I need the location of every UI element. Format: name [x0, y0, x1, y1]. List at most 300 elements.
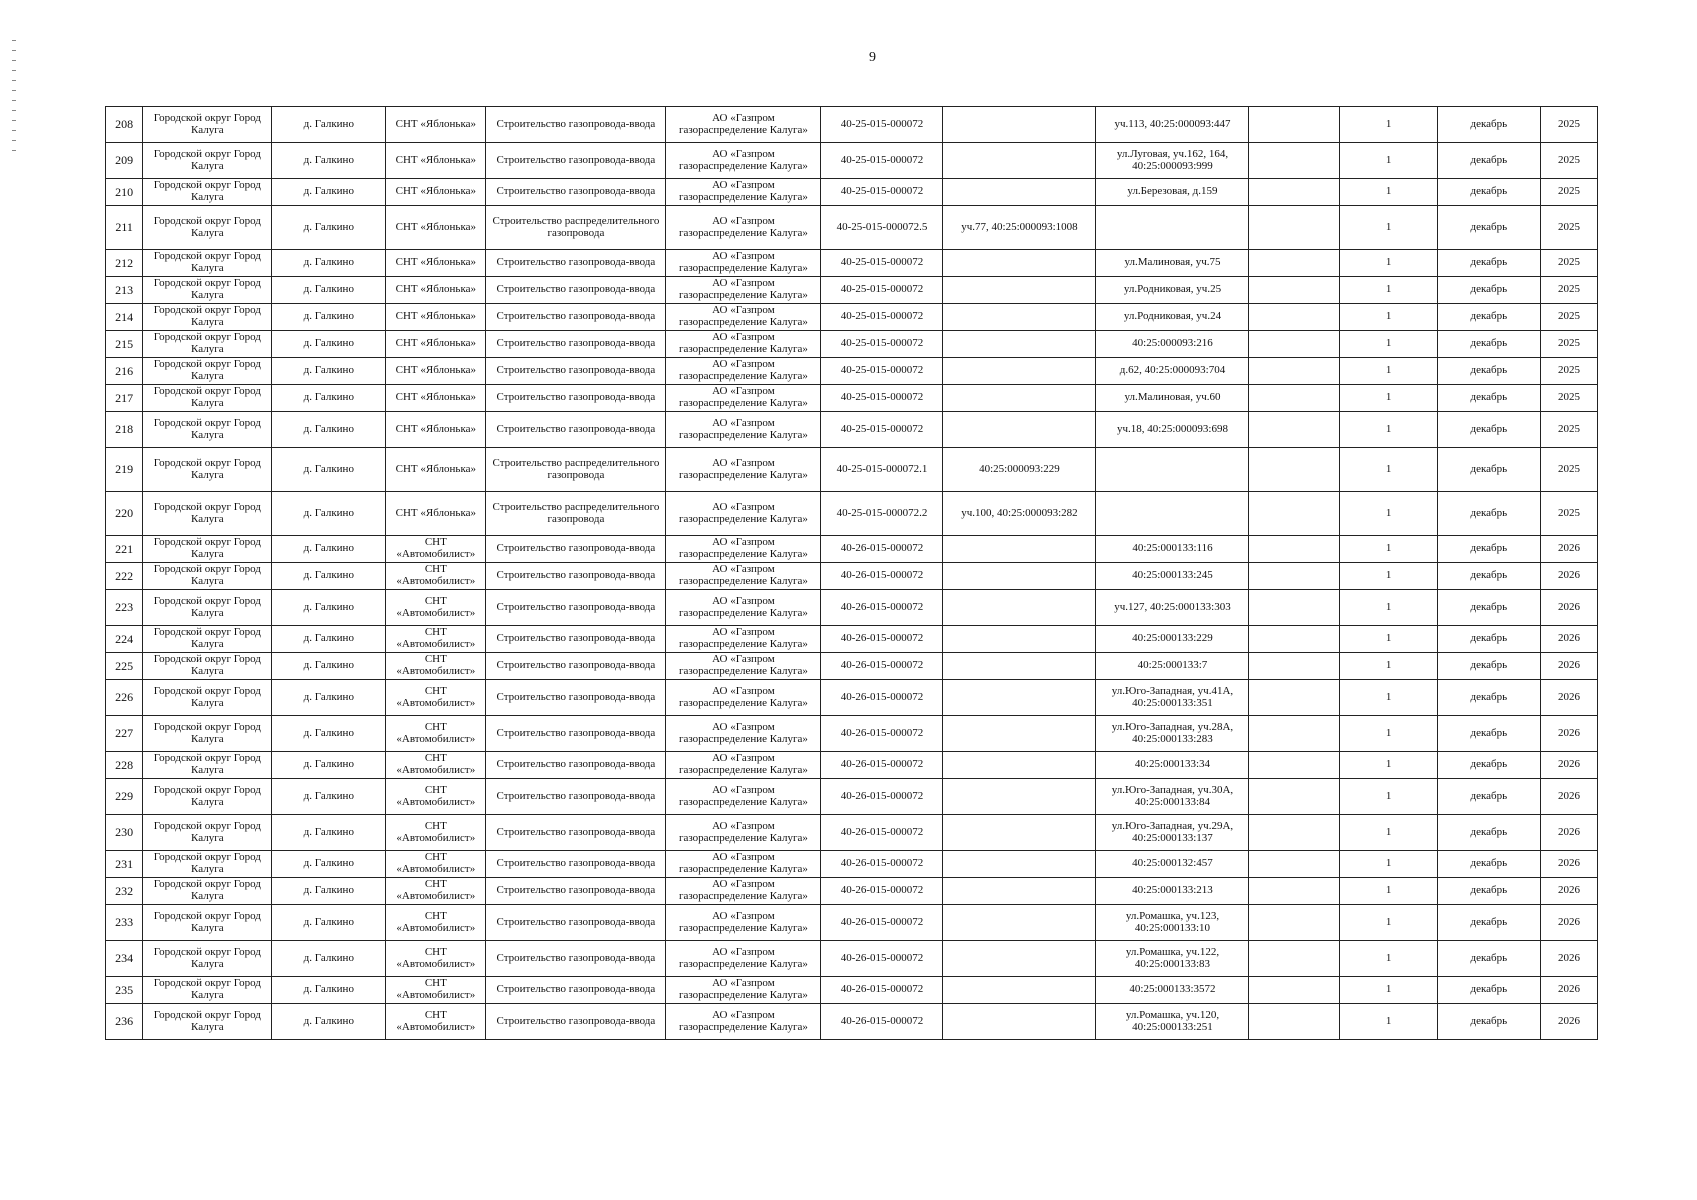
- month-cell: декабрь: [1437, 143, 1540, 179]
- locality-cell: д. Галкино: [272, 492, 386, 536]
- district-cell: Городской округ Город Калуга: [143, 412, 272, 448]
- object-code-cell: 40-26-015-000072: [821, 941, 943, 977]
- quantity-cell-b: 1: [1340, 107, 1437, 143]
- table-row: [106, 752, 1598, 779]
- quantity-cell-b: 1: [1340, 626, 1437, 653]
- object-code-cell: 40-25-015-000072.5: [821, 206, 943, 250]
- quantity-cell-b: 1: [1340, 206, 1437, 250]
- district-cell: Городской округ Город Калуга: [143, 716, 272, 752]
- locality-cell: д. Галкино: [272, 536, 386, 563]
- row-number: 235: [106, 977, 143, 1004]
- table-row: [106, 653, 1598, 680]
- row-number: 236: [106, 1004, 143, 1040]
- snt-cell: СНТ «Автомобилист»: [386, 905, 486, 941]
- quantity-cell-b: 1: [1340, 779, 1437, 815]
- object-code-cell: 40-25-015-000072: [821, 304, 943, 331]
- month-cell: декабрь: [1437, 358, 1540, 385]
- operator-cell: АО «Газпром газораспределение Калуга»: [666, 250, 821, 277]
- district-cell: Городской округ Город Калуга: [143, 304, 272, 331]
- locality-cell: д. Галкино: [272, 107, 386, 143]
- snt-cell: СНТ «Автомобилист»: [386, 779, 486, 815]
- row-number: 230: [106, 815, 143, 851]
- work-type-cell: Строительство газопровода-ввода: [486, 878, 666, 905]
- object-code-cell: 40-25-015-000072: [821, 277, 943, 304]
- quantity-cell-b: 1: [1340, 680, 1437, 716]
- month-cell: декабрь: [1437, 752, 1540, 779]
- snt-cell: СНТ «Автомобилист»: [386, 590, 486, 626]
- locality-cell: д. Галкино: [272, 143, 386, 179]
- object-code-cell: 40-25-015-000072: [821, 179, 943, 206]
- quantity-cell-a: [1249, 1004, 1340, 1040]
- district-cell: Городской округ Город Калуга: [143, 1004, 272, 1040]
- snt-cell: СНТ «Яблонька»: [386, 358, 486, 385]
- operator-cell: АО «Газпром газораспределение Калуга»: [666, 107, 821, 143]
- operator-cell: АО «Газпром газораспределение Калуга»: [666, 779, 821, 815]
- quantity-cell-a: [1249, 941, 1340, 977]
- snt-cell: СНТ «Автомобилист»: [386, 1004, 486, 1040]
- cadastral-cell: [943, 779, 1096, 815]
- address-cell: уч.127, 40:25:000133:303: [1096, 590, 1249, 626]
- quantity-cell-b: 1: [1340, 331, 1437, 358]
- operator-cell: АО «Газпром газораспределение Калуга»: [666, 977, 821, 1004]
- address-cell: ул.Малиновая, уч.60: [1096, 385, 1249, 412]
- row-number: 228: [106, 752, 143, 779]
- row-number: 233: [106, 905, 143, 941]
- object-code-cell: 40-25-015-000072: [821, 250, 943, 277]
- object-code-cell: 40-25-015-000072: [821, 358, 943, 385]
- work-type-cell: Строительство газопровода-ввода: [486, 536, 666, 563]
- locality-cell: д. Галкино: [272, 385, 386, 412]
- locality-cell: д. Галкино: [272, 941, 386, 977]
- year-cell: 2026: [1541, 680, 1598, 716]
- row-number: 214: [106, 304, 143, 331]
- operator-cell: АО «Газпром газораспределение Калуга»: [666, 716, 821, 752]
- snt-cell: СНТ «Автомобилист»: [386, 653, 486, 680]
- year-cell: 2026: [1541, 653, 1598, 680]
- snt-cell: СНТ «Яблонька»: [386, 304, 486, 331]
- object-code-cell: 40-26-015-000072: [821, 626, 943, 653]
- year-cell: 2026: [1541, 752, 1598, 779]
- district-cell: Городской округ Город Калуга: [143, 563, 272, 590]
- locality-cell: д. Галкино: [272, 331, 386, 358]
- object-code-cell: 40-26-015-000072: [821, 851, 943, 878]
- operator-cell: АО «Газпром газораспределение Калуга»: [666, 851, 821, 878]
- quantity-cell-a: [1249, 331, 1340, 358]
- snt-cell: СНТ «Автомобилист»: [386, 716, 486, 752]
- month-cell: декабрь: [1437, 905, 1540, 941]
- snt-cell: СНТ «Автомобилист»: [386, 680, 486, 716]
- quantity-cell-b: 1: [1340, 752, 1437, 779]
- locality-cell: д. Галкино: [272, 277, 386, 304]
- work-type-cell: Строительство распределительного газопровода: [486, 448, 666, 492]
- locality-cell: д. Галкино: [272, 878, 386, 905]
- object-code-cell: 40-26-015-000072: [821, 716, 943, 752]
- quantity-cell-b: 1: [1340, 179, 1437, 206]
- quantity-cell-a: [1249, 143, 1340, 179]
- cadastral-cell: [943, 1004, 1096, 1040]
- year-cell: 2026: [1541, 851, 1598, 878]
- register-table: [105, 106, 1598, 1040]
- cadastral-cell: [943, 878, 1096, 905]
- quantity-cell-a: [1249, 206, 1340, 250]
- quantity-cell-a: [1249, 277, 1340, 304]
- quantity-cell-a: [1249, 905, 1340, 941]
- operator-cell: АО «Газпром газораспределение Калуга»: [666, 179, 821, 206]
- cadastral-cell: [943, 590, 1096, 626]
- snt-cell: СНТ «Яблонька»: [386, 492, 486, 536]
- district-cell: Городской округ Город Калуга: [143, 977, 272, 1004]
- work-type-cell: Строительство газопровода-ввода: [486, 851, 666, 878]
- quantity-cell-b: 1: [1340, 815, 1437, 851]
- cadastral-cell: [943, 941, 1096, 977]
- object-code-cell: 40-25-015-000072.1: [821, 448, 943, 492]
- district-cell: Городской округ Город Калуга: [143, 653, 272, 680]
- work-type-cell: Строительство газопровода-ввода: [486, 716, 666, 752]
- cadastral-cell: уч.100, 40:25:000093:282: [943, 492, 1096, 536]
- month-cell: декабрь: [1437, 206, 1540, 250]
- quantity-cell-b: 1: [1340, 716, 1437, 752]
- locality-cell: д. Галкино: [272, 653, 386, 680]
- snt-cell: СНТ «Автомобилист»: [386, 752, 486, 779]
- operator-cell: АО «Газпром газораспределение Калуга»: [666, 206, 821, 250]
- table-row: [106, 941, 1598, 977]
- quantity-cell-b: 1: [1340, 412, 1437, 448]
- operator-cell: АО «Газпром газораспределение Калуга»: [666, 412, 821, 448]
- month-cell: декабрь: [1437, 107, 1540, 143]
- object-code-cell: 40-25-015-000072: [821, 331, 943, 358]
- month-cell: декабрь: [1437, 331, 1540, 358]
- work-type-cell: Строительство газопровода-ввода: [486, 590, 666, 626]
- quantity-cell-b: 1: [1340, 250, 1437, 277]
- object-code-cell: 40-26-015-000072: [821, 590, 943, 626]
- row-number: 234: [106, 941, 143, 977]
- quantity-cell-b: 1: [1340, 590, 1437, 626]
- object-code-cell: 40-26-015-000072: [821, 752, 943, 779]
- object-code-cell: 40-26-015-000072: [821, 779, 943, 815]
- table-row: [106, 590, 1598, 626]
- operator-cell: АО «Газпром газораспределение Калуга»: [666, 941, 821, 977]
- table-row: [106, 250, 1598, 277]
- district-cell: Городской округ Город Калуга: [143, 626, 272, 653]
- work-type-cell: Строительство газопровода-ввода: [486, 977, 666, 1004]
- quantity-cell-a: [1249, 626, 1340, 653]
- quantity-cell-a: [1249, 385, 1340, 412]
- quantity-cell-a: [1249, 977, 1340, 1004]
- object-code-cell: 40-25-015-000072: [821, 412, 943, 448]
- quantity-cell-a: [1249, 563, 1340, 590]
- work-type-cell: Строительство газопровода-ввода: [486, 653, 666, 680]
- address-cell: 40:25:000133:116: [1096, 536, 1249, 563]
- work-type-cell: Строительство газопровода-ввода: [486, 385, 666, 412]
- quantity-cell-b: 1: [1340, 977, 1437, 1004]
- row-number: 217: [106, 385, 143, 412]
- address-cell: 40:25:000133:7: [1096, 653, 1249, 680]
- address-cell: 40:25:000093:216: [1096, 331, 1249, 358]
- cadastral-cell: [943, 107, 1096, 143]
- address-cell: уч.18, 40:25:000093:698: [1096, 412, 1249, 448]
- object-code-cell: 40-26-015-000072: [821, 680, 943, 716]
- work-type-cell: Строительство газопровода-ввода: [486, 304, 666, 331]
- quantity-cell-a: [1249, 680, 1340, 716]
- month-cell: декабрь: [1437, 304, 1540, 331]
- address-cell: 40:25:000132:457: [1096, 851, 1249, 878]
- quantity-cell-b: 1: [1340, 277, 1437, 304]
- locality-cell: д. Галкино: [272, 412, 386, 448]
- work-type-cell: Строительство газопровода-ввода: [486, 752, 666, 779]
- year-cell: 2026: [1541, 977, 1598, 1004]
- quantity-cell-a: [1249, 536, 1340, 563]
- address-cell: ул.Малиновая, уч.75: [1096, 250, 1249, 277]
- operator-cell: АО «Газпром газораспределение Калуга»: [666, 563, 821, 590]
- table-row: [106, 563, 1598, 590]
- district-cell: Городской округ Город Калуга: [143, 905, 272, 941]
- snt-cell: СНТ «Яблонька»: [386, 107, 486, 143]
- row-number: 219: [106, 448, 143, 492]
- operator-cell: АО «Газпром газораспределение Калуга»: [666, 331, 821, 358]
- work-type-cell: Строительство газопровода-ввода: [486, 331, 666, 358]
- cadastral-cell: [943, 304, 1096, 331]
- work-type-cell: Строительство газопровода-ввода: [486, 941, 666, 977]
- year-cell: 2026: [1541, 941, 1598, 977]
- snt-cell: СНТ «Автомобилист»: [386, 851, 486, 878]
- cadastral-cell: [943, 143, 1096, 179]
- table-row: [106, 492, 1598, 536]
- operator-cell: АО «Газпром газораспределение Калуга»: [666, 143, 821, 179]
- operator-cell: АО «Газпром газораспределение Калуга»: [666, 815, 821, 851]
- year-cell: 2026: [1541, 626, 1598, 653]
- table-row: [106, 626, 1598, 653]
- address-cell: [1096, 448, 1249, 492]
- district-cell: Городской округ Город Калуга: [143, 179, 272, 206]
- locality-cell: д. Галкино: [272, 590, 386, 626]
- object-code-cell: 40-26-015-000072: [821, 536, 943, 563]
- cadastral-cell: [943, 851, 1096, 878]
- district-cell: Городской округ Город Калуга: [143, 779, 272, 815]
- row-number: 223: [106, 590, 143, 626]
- object-code-cell: 40-26-015-000072: [821, 977, 943, 1004]
- locality-cell: д. Галкино: [272, 448, 386, 492]
- address-cell: ул.Родниковая, уч.25: [1096, 277, 1249, 304]
- month-cell: декабрь: [1437, 412, 1540, 448]
- snt-cell: СНТ «Автомобилист»: [386, 815, 486, 851]
- table-row: [106, 107, 1598, 143]
- address-cell: ул.Родниковая, уч.24: [1096, 304, 1249, 331]
- work-type-cell: Строительство газопровода-ввода: [486, 143, 666, 179]
- district-cell: Городской округ Город Калуга: [143, 448, 272, 492]
- row-number: 227: [106, 716, 143, 752]
- year-cell: 2026: [1541, 716, 1598, 752]
- cadastral-cell: уч.77, 40:25:000093:1008: [943, 206, 1096, 250]
- locality-cell: д. Галкино: [272, 680, 386, 716]
- snt-cell: СНТ «Яблонька»: [386, 448, 486, 492]
- row-number: 218: [106, 412, 143, 448]
- year-cell: 2026: [1541, 563, 1598, 590]
- work-type-cell: Строительство газопровода-ввода: [486, 358, 666, 385]
- work-type-cell: Строительство газопровода-ввода: [486, 779, 666, 815]
- snt-cell: СНТ «Яблонька»: [386, 250, 486, 277]
- district-cell: Городской округ Город Калуга: [143, 590, 272, 626]
- district-cell: Городской округ Город Калуга: [143, 107, 272, 143]
- operator-cell: АО «Газпром газораспределение Калуга»: [666, 277, 821, 304]
- table-row: [106, 385, 1598, 412]
- snt-cell: СНТ «Яблонька»: [386, 277, 486, 304]
- quantity-cell-b: 1: [1340, 878, 1437, 905]
- snt-cell: СНТ «Автомобилист»: [386, 626, 486, 653]
- month-cell: декабрь: [1437, 563, 1540, 590]
- snt-cell: СНТ «Яблонька»: [386, 331, 486, 358]
- year-cell: 2026: [1541, 1004, 1598, 1040]
- row-number: 220: [106, 492, 143, 536]
- locality-cell: д. Галкино: [272, 1004, 386, 1040]
- quantity-cell-a: [1249, 878, 1340, 905]
- row-number: 221: [106, 536, 143, 563]
- work-type-cell: Строительство газопровода-ввода: [486, 563, 666, 590]
- address-cell: 40:25:000133:3572: [1096, 977, 1249, 1004]
- snt-cell: СНТ «Автомобилист»: [386, 536, 486, 563]
- work-type-cell: Строительство газопровода-ввода: [486, 179, 666, 206]
- district-cell: Городской округ Город Калуга: [143, 752, 272, 779]
- quantity-cell-b: 1: [1340, 385, 1437, 412]
- year-cell: 2025: [1541, 492, 1598, 536]
- quantity-cell-a: [1249, 358, 1340, 385]
- cadastral-cell: [943, 977, 1096, 1004]
- table-row: [106, 716, 1598, 752]
- row-number: 212: [106, 250, 143, 277]
- page-number: 9: [869, 50, 876, 65]
- object-code-cell: 40-25-015-000072: [821, 107, 943, 143]
- row-number: 226: [106, 680, 143, 716]
- row-number: 225: [106, 653, 143, 680]
- year-cell: 2025: [1541, 179, 1598, 206]
- work-type-cell: Строительство газопровода-ввода: [486, 277, 666, 304]
- operator-cell: АО «Газпром газораспределение Калуга»: [666, 304, 821, 331]
- district-cell: Городской округ Город Калуга: [143, 277, 272, 304]
- operator-cell: АО «Газпром газораспределение Калуга»: [666, 752, 821, 779]
- quantity-cell-b: 1: [1340, 358, 1437, 385]
- month-cell: декабрь: [1437, 179, 1540, 206]
- cadastral-cell: [943, 331, 1096, 358]
- quantity-cell-a: [1249, 716, 1340, 752]
- district-cell: Городской округ Город Калуга: [143, 250, 272, 277]
- table-row: [106, 206, 1598, 250]
- month-cell: декабрь: [1437, 492, 1540, 536]
- cadastral-cell: [943, 653, 1096, 680]
- address-cell: ул.Ромашка, уч.123, 40:25:000133:10: [1096, 905, 1249, 941]
- cadastral-cell: [943, 385, 1096, 412]
- month-cell: декабрь: [1437, 448, 1540, 492]
- work-type-cell: Строительство распределительного газопровода: [486, 206, 666, 250]
- snt-cell: СНТ «Яблонька»: [386, 412, 486, 448]
- locality-cell: д. Галкино: [272, 815, 386, 851]
- quantity-cell-a: [1249, 815, 1340, 851]
- quantity-cell-b: 1: [1340, 563, 1437, 590]
- object-code-cell: 40-25-015-000072: [821, 143, 943, 179]
- quantity-cell-a: [1249, 107, 1340, 143]
- address-cell: [1096, 206, 1249, 250]
- cadastral-cell: [943, 250, 1096, 277]
- locality-cell: д. Галкино: [272, 563, 386, 590]
- district-cell: Городской округ Город Калуга: [143, 143, 272, 179]
- address-cell: ул.Юго-Западная, уч.30А, 40:25:000133:84: [1096, 779, 1249, 815]
- locality-cell: д. Галкино: [272, 250, 386, 277]
- month-cell: декабрь: [1437, 779, 1540, 815]
- object-code-cell: 40-26-015-000072: [821, 1004, 943, 1040]
- table-row: [106, 448, 1598, 492]
- year-cell: 2026: [1541, 905, 1598, 941]
- quantity-cell-b: 1: [1340, 448, 1437, 492]
- operator-cell: АО «Газпром газораспределение Калуга»: [666, 536, 821, 563]
- address-cell: 40:25:000133:245: [1096, 563, 1249, 590]
- table-row: [106, 143, 1598, 179]
- object-code-cell: 40-26-015-000072: [821, 815, 943, 851]
- locality-cell: д. Галкино: [272, 851, 386, 878]
- district-cell: Городской округ Город Калуга: [143, 206, 272, 250]
- object-code-cell: 40-26-015-000072: [821, 878, 943, 905]
- quantity-cell-b: 1: [1340, 143, 1437, 179]
- address-cell: ул.Юго-Западная, уч.28А, 40:25:000133:283: [1096, 716, 1249, 752]
- operator-cell: АО «Газпром газораспределение Калуга»: [666, 590, 821, 626]
- year-cell: 2025: [1541, 448, 1598, 492]
- month-cell: декабрь: [1437, 277, 1540, 304]
- address-cell: ул.Юго-Западная, уч.29А, 40:25:000133:137: [1096, 815, 1249, 851]
- year-cell: 2025: [1541, 412, 1598, 448]
- table-row: [106, 412, 1598, 448]
- snt-cell: СНТ «Автомобилист»: [386, 941, 486, 977]
- table-row: [106, 680, 1598, 716]
- row-number: 222: [106, 563, 143, 590]
- quantity-cell-b: 1: [1340, 653, 1437, 680]
- quantity-cell-b: 1: [1340, 851, 1437, 878]
- year-cell: 2026: [1541, 779, 1598, 815]
- year-cell: 2025: [1541, 206, 1598, 250]
- operator-cell: АО «Газпром газораспределение Калуга»: [666, 1004, 821, 1040]
- operator-cell: АО «Газпром газораспределение Калуга»: [666, 653, 821, 680]
- snt-cell: СНТ «Яблонька»: [386, 179, 486, 206]
- year-cell: 2026: [1541, 590, 1598, 626]
- quantity-cell-a: [1249, 179, 1340, 206]
- row-number: 231: [106, 851, 143, 878]
- district-cell: Городской округ Город Калуга: [143, 331, 272, 358]
- cadastral-cell: [943, 277, 1096, 304]
- object-code-cell: 40-25-015-000072.2: [821, 492, 943, 536]
- district-cell: Городской округ Город Калуга: [143, 815, 272, 851]
- object-code-cell: 40-26-015-000072: [821, 653, 943, 680]
- district-cell: Городской округ Город Калуга: [143, 492, 272, 536]
- locality-cell: д. Галкино: [272, 905, 386, 941]
- year-cell: 2025: [1541, 331, 1598, 358]
- work-type-cell: Строительство газопровода-ввода: [486, 815, 666, 851]
- row-number: 232: [106, 878, 143, 905]
- row-number: 224: [106, 626, 143, 653]
- locality-cell: д. Галкино: [272, 779, 386, 815]
- cadastral-cell: 40:25:000093:229: [943, 448, 1096, 492]
- row-number: 216: [106, 358, 143, 385]
- table-row: [106, 815, 1598, 851]
- snt-cell: СНТ «Автомобилист»: [386, 878, 486, 905]
- year-cell: 2025: [1541, 277, 1598, 304]
- month-cell: декабрь: [1437, 716, 1540, 752]
- operator-cell: АО «Газпром газораспределение Калуга»: [666, 448, 821, 492]
- address-cell: ул.Луговая, уч.162, 164, 40:25:000093:999: [1096, 143, 1249, 179]
- cadastral-cell: [943, 680, 1096, 716]
- cadastral-cell: [943, 716, 1096, 752]
- month-cell: декабрь: [1437, 815, 1540, 851]
- locality-cell: д. Галкино: [272, 752, 386, 779]
- work-type-cell: Строительство газопровода-ввода: [486, 626, 666, 653]
- district-cell: Городской округ Город Калуга: [143, 851, 272, 878]
- table-row: [106, 536, 1598, 563]
- locality-cell: д. Галкино: [272, 716, 386, 752]
